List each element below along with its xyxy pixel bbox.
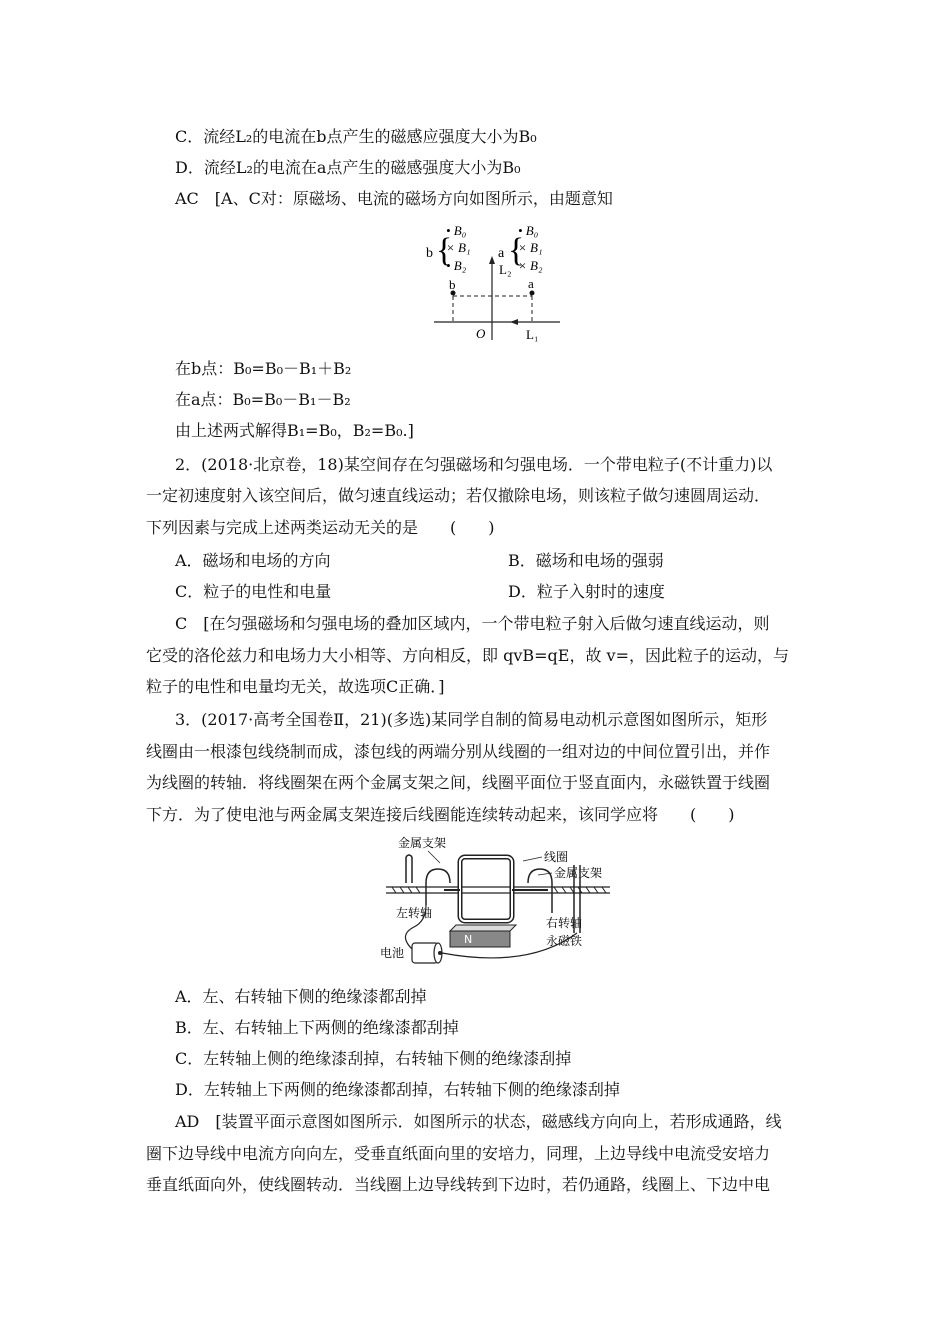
magnetic-field-diagram	[420, 218, 570, 343]
a-item-2: × B₁	[518, 240, 543, 255]
q2-stem-2: 一定初速度射入该空间后，做匀速直线运动；若仅撤除电场，则该粒子做匀速圆周运动．	[146, 486, 771, 505]
q3-option-d: D．左转轴上下两侧的绝缘漆都刮掉，右转轴下侧的绝缘漆刮掉	[175, 1080, 620, 1099]
eq-b: 在b点：B₀=B₀－B₁＋B₂	[175, 359, 352, 378]
q3-stem-2: 线圈由一根漆包线绕制而成，漆包线的两端分别从线圈的一组对边的中间位置引出，并作	[146, 742, 771, 761]
q2-stem-1: 2．(2018·北京卷，18)某空间存在匀强磁场和匀强电场．一个带电粒子(不计重力)以	[175, 455, 773, 474]
label-coil: 线圈	[544, 850, 569, 864]
q2-options-row-2	[175, 582, 950, 602]
q3-answer-2: 圈下边导线中电流方向向左，受垂直纸面向里的安培力，同理，上边导线中电流受安培力	[146, 1144, 771, 1163]
q2-answer-2: 它受的洛伦兹力和电场力大小相等、方向相反，即 qvB=qE，故 v=，因此粒子的运动，与	[146, 646, 789, 665]
label-left-axle: 左转轴	[396, 906, 433, 920]
point-a: a	[528, 276, 534, 291]
q2-option-c: C．粒子的电性和电量	[175, 582, 332, 601]
label-right-axle: 右转轴	[546, 916, 583, 930]
q3-option-b: B．左、右转轴上下两侧的绝缘漆都刮掉	[175, 1018, 459, 1037]
b-group-label: b	[426, 246, 433, 261]
q3-stem-1: 3．(2017·高考全国卷Ⅱ，21)(多选)某同学自制的简易电动机示意图如图所示，矩形	[175, 710, 768, 729]
q3-answer-3: 垂直纸面向外，使线圈转动．当线圈上边导线转到下边时，若仍通路，线圈上、下边中电	[146, 1175, 771, 1194]
a-group-label: a	[498, 246, 505, 261]
q2-option-a: A．磁场和电场的方向	[175, 551, 331, 570]
eq-solution: 由上述两式解得B₁=B₀，B₂=B₀.]	[175, 421, 414, 440]
L2-label: L₂	[499, 262, 512, 277]
q2-stem-3: 下列因素与完成上述两类运动无关的是 ( )	[146, 518, 495, 537]
L1-label: L₁	[526, 327, 539, 342]
b-item-1: • B₀	[446, 223, 467, 238]
answer-intro: AC [A、C对：原磁场、电流的磁场方向如图所示，由题意知	[175, 189, 613, 208]
point-b: b	[449, 277, 456, 292]
origin-label: O	[476, 326, 486, 341]
q2-options-row-1	[175, 551, 950, 571]
q2-option-b: B．磁场和电场的强弱	[508, 551, 664, 570]
label-bracket-left: 金属支架	[398, 836, 447, 850]
b-item-2: × B₁	[446, 240, 471, 255]
a-item-1: • B₀	[518, 223, 539, 238]
q3-option-a: A．左、右转轴下侧的绝缘漆都刮掉	[175, 987, 427, 1006]
q2-answer-3: 粒子的电性和电量均无关，故选项C正确．]	[146, 677, 445, 696]
label-magnet: 永磁铁	[546, 934, 583, 948]
q3-stem-4: 下方．为了使电池与两金属支架连接后线圈能连续转动起来，该同学应将 ( )	[146, 805, 735, 824]
motor-diagram	[378, 835, 628, 970]
svg-text:{: {	[436, 232, 453, 269]
q3-answer-1: AD [装置平面示意图如图所示．如图所示的状态，磁感线方向向上，若形成通路，线	[175, 1112, 782, 1131]
q2-answer-1: C [在匀强磁场和匀强电场的叠加区域内，一个带电粒子射入后做匀速直线运动，则	[175, 614, 770, 633]
label-bracket-right: 金属支架	[554, 866, 603, 880]
q3-option-c: C．左转轴上侧的绝缘漆刮掉，右转轴下侧的绝缘漆刮掉	[175, 1049, 572, 1068]
q3-stem-3: 为线圈的转轴．将线圈架在两个金属支架之间，线圈平面位于竖直面内，永磁铁置于线圈	[146, 773, 771, 792]
b-item-3: • B₂	[446, 258, 467, 273]
q2-option-d: D．粒子入射时的速度	[508, 582, 665, 601]
option-d-line: D．流经L₂的电流在a点产生的磁感强度大小为B₀	[175, 158, 521, 177]
svg-text:{: {	[508, 232, 525, 269]
eq-a: 在a点：B₀=B₀－B₁－B₂	[175, 390, 351, 409]
a-item-3: × B₂	[518, 258, 543, 273]
label-battery: 电池	[380, 946, 405, 960]
option-c-line: C．流经L₂的电流在b点产生的磁感应强度大小为B₀	[175, 127, 537, 146]
magnet-pole: N	[464, 933, 473, 946]
